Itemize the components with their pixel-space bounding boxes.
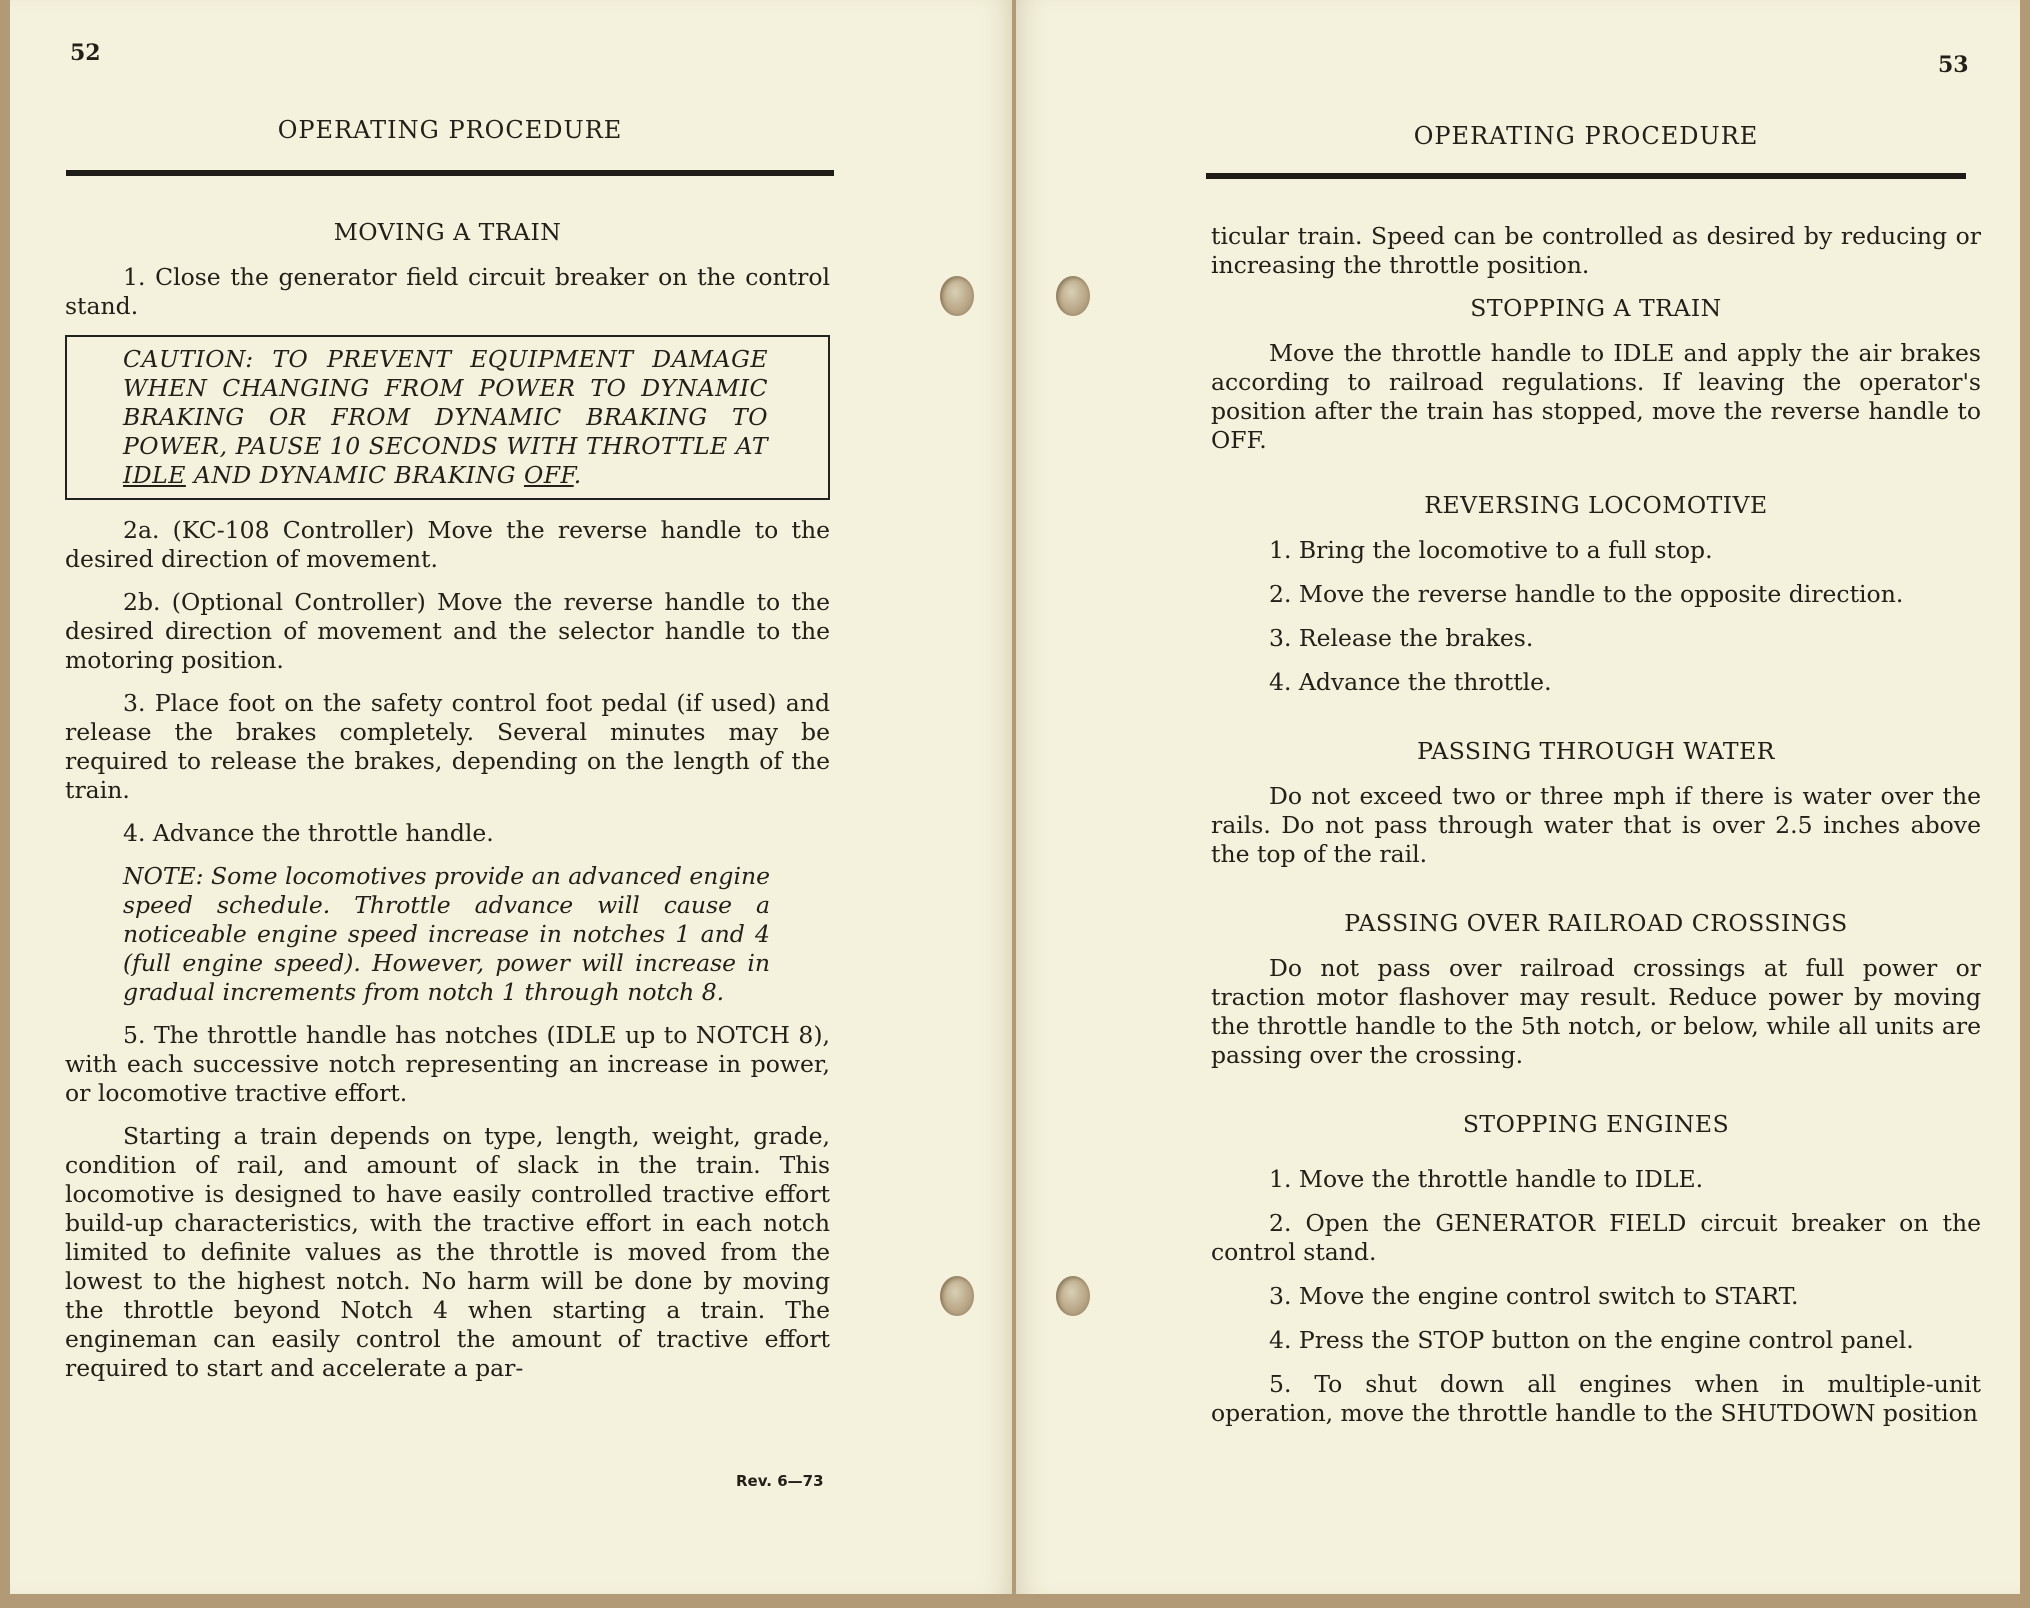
- header-rule: [66, 170, 834, 176]
- caution-text-end: .: [573, 461, 582, 489]
- section-title-reversing: REVERSING LOCOMOTIVE: [1424, 491, 1768, 519]
- section-title-stopping-train: STOPPING A TRAIN: [1470, 294, 1722, 322]
- step-2b: 2b. (Optional Controller) Move the reverse handle to the desired direction of movement and the selector handle to the motoring position.: [65, 588, 830, 674]
- step-3: 3. Place foot on the safety control foot pedal (if used) and release the brakes completely. Several minutes may be required to release the brakes, depending on the length of the train.: [65, 689, 830, 804]
- stopping-train-text: Move the throttle handle to IDLE and apply the air brakes according to railroad regulations. If leaving the operator's position after the train has stopped, move the reverse handle to OFF.: [1211, 339, 1981, 454]
- left-content: [65, 218, 830, 1397]
- caution-box: [65, 335, 830, 500]
- note: NOTE: Some locomotives provide an advanced engine speed schedule. Throttle advance will cause a noticeable engine speed increase in notches 1 and 4 (full engine speed). However, power will increase in gradual increments from notch 1 through notch 8.: [123, 862, 770, 1006]
- revision-mark: Rev. 6—73: [736, 1472, 824, 1490]
- page-number: 53: [1938, 52, 1969, 78]
- list-item: 2. Move the reverse handle to the opposite direction.: [1269, 580, 1904, 608]
- list-item: 4. Advance the throttle.: [1269, 668, 1552, 696]
- caution-idle: IDLE: [123, 461, 186, 489]
- list-item: 2. Open the GENERATOR FIELD circuit breaker on the control stand.: [1211, 1209, 1981, 1266]
- list-item: 3. Move the engine control switch to START.: [1269, 1282, 1799, 1310]
- running-header: OPERATING PROCEDURE: [1413, 122, 1759, 150]
- caution-text: CAUTION: TO PREVENT EQUIPMENT DAMAGE WHEN CHANGING FROM POWER TO DYNAMIC BRAKING OR FROM DYNAMIC BRAKING TO POWER, PAUSE 10 SECONDS WITH THROTTLE AT: [123, 345, 768, 460]
- section-title-stopping-engines: STOPPING ENGINES: [1462, 1110, 1730, 1138]
- list-item: 1. Bring the locomotive to a full stop.: [1269, 536, 1713, 564]
- right-content: [1211, 222, 1981, 1443]
- section-title-water: PASSING THROUGH WATER: [1417, 737, 1775, 765]
- step-5: 5. The throttle handle has notches (IDLE up to NOTCH 8), with each successive notch representing an increase in power, or locomotive tractive effort.: [65, 1021, 830, 1107]
- step-1: 1. Close the generator field circuit breaker on the control stand.: [65, 263, 830, 320]
- binder-hole: [940, 276, 974, 316]
- list-item: 5. To shut down all engines when in multiple-unit operation, move the throttle handle to the SHUTDOWN position: [1211, 1370, 1981, 1427]
- water-text: Do not exceed two or three mph if there is water over the rails. Do not pass through water that is over 2.5 inches above the top of the rail.: [1211, 782, 1981, 868]
- right-page: [1016, 0, 2020, 1594]
- running-header: OPERATING PROCEDURE: [277, 116, 623, 144]
- list-item: 4. Press the STOP button on the engine control panel.: [1269, 1326, 1914, 1354]
- step-2a: 2a. (KC-108 Controller) Move the reverse handle to the desired direction of movement.: [65, 516, 830, 573]
- header-rule: [1206, 173, 1966, 179]
- stopping-engines-steps: [1211, 1165, 1981, 1428]
- binder-hole: [1056, 276, 1090, 316]
- page-number: 52: [70, 40, 101, 66]
- list-item: 3. Release the brakes.: [1269, 624, 1534, 652]
- step-4: 4. Advance the throttle handle.: [123, 819, 494, 847]
- caution-off: OFF: [523, 461, 574, 489]
- section-title-crossings: PASSING OVER RAILROAD CROSSINGS: [1344, 909, 1848, 937]
- starting-paragraph: Starting a train depends on type, length, weight, grade, condition of rail, and amount of slack in the train. This locomotive is designed to have easily controlled tractive effort build-up characteristics, with the tractive effort in each notch limited to definite values as the throttle is moved from the lowest to the highest notch. No harm will be done by moving the throttle beyond Notch 4 when starting a train. The engineman can easily control the amount of tractive effort required to start and accelerate a par-: [65, 1122, 830, 1382]
- crossings-text: Do not pass over railroad crossings at full power or traction motor flashover may result. Reduce power by moving the throttle handle to the 5th notch, or below, while all units are passing over the crossing.: [1211, 954, 1981, 1069]
- binder-hole: [1056, 1276, 1090, 1316]
- reversing-steps: [1211, 536, 1981, 697]
- section-title: MOVING A TRAIN: [333, 218, 562, 246]
- left-page: [10, 0, 1012, 1594]
- binder-hole: [940, 1276, 974, 1316]
- list-item: 1. Move the throttle handle to IDLE.: [1269, 1165, 1704, 1193]
- continuation-paragraph: ticular train. Speed can be controlled as desired by reducing or increasing the throttle position.: [1211, 222, 1981, 279]
- caution-text-mid: AND DYNAMIC BRAKING: [185, 461, 524, 489]
